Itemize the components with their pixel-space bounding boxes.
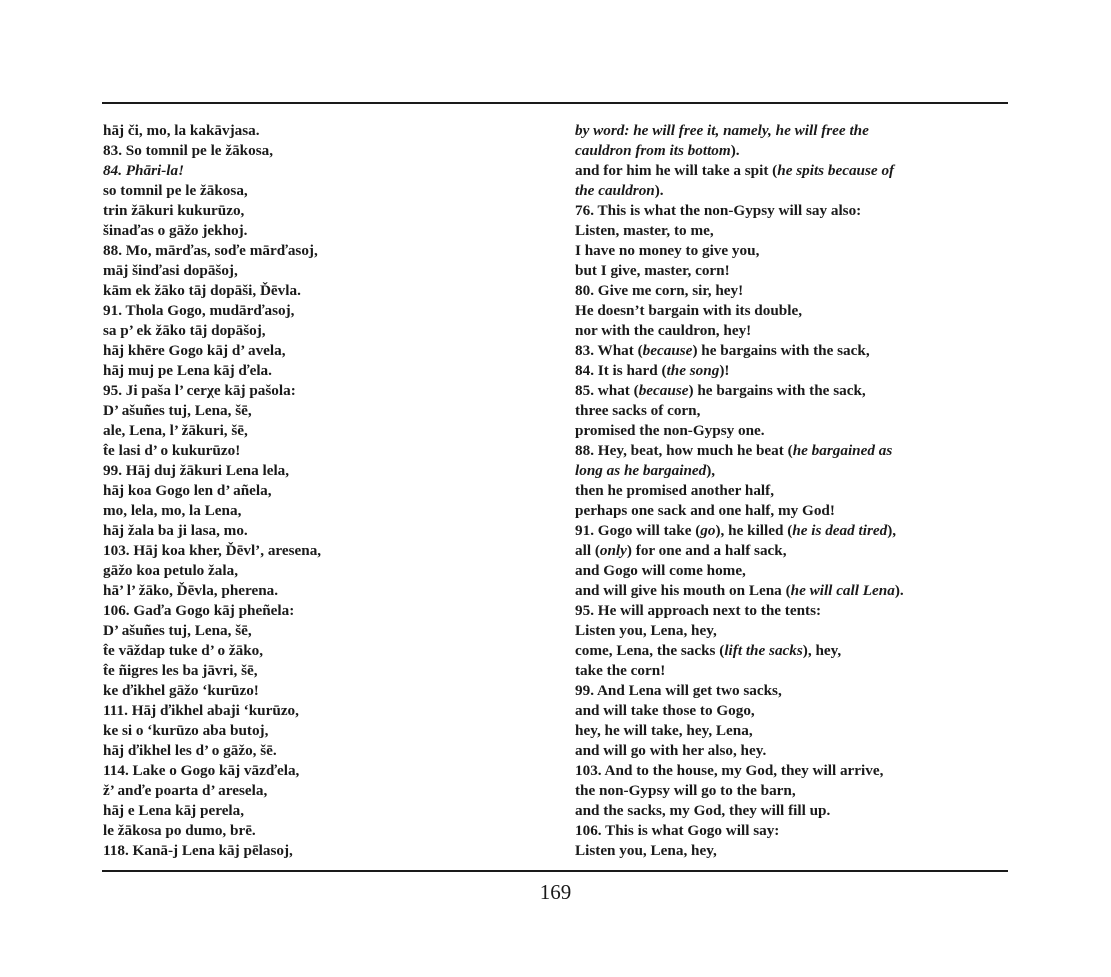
text-segment: ), hey, (802, 642, 842, 659)
text-line (575, 681, 995, 701)
text-segment: 103. And to the house, my God, they will arrive, (575, 762, 884, 779)
text-segment: 103. Hāj koa kher, Ďēvl’, aresena, (103, 542, 322, 559)
text-segment: t̂e ñigres les ba jāvri, šē, (103, 662, 258, 679)
italic-segment: 84. Phāri-la! (103, 162, 185, 179)
text-line (103, 721, 543, 741)
text-line (575, 661, 995, 681)
text-segment: ) he bargains with the sack, (688, 382, 866, 399)
romani-text-column (103, 121, 543, 861)
text-line (103, 561, 543, 581)
text-segment: ). (894, 582, 904, 599)
text-segment: hāj či, mo, la kakāvjasa. (103, 122, 260, 139)
text-segment: 95. He will approach next to the tents: (575, 602, 822, 619)
text-segment: 88. Mo, mārďas, soďe mārďasoj, (103, 242, 318, 259)
text-segment: hāj khēre Gogo kāj d’ avela, (103, 342, 286, 359)
text-line (103, 821, 543, 841)
text-segment: take the corn! (575, 662, 666, 679)
text-segment: and will give his mouth on Lena ( (575, 582, 791, 599)
text-line (575, 221, 995, 241)
text-line (575, 121, 995, 141)
text-segment: hāj koa Gogo len d’ añela, (103, 482, 272, 499)
text-line (103, 681, 543, 701)
text-segment: māj šinďasi dopāšoj, (103, 262, 238, 279)
english-translation-column (575, 121, 995, 861)
text-line (575, 381, 995, 401)
text-segment: 99. Hāj duj žākuri Lena lela, (103, 462, 290, 479)
text-segment: 106. This is what Gogo will say: (575, 822, 780, 839)
text-segment: hāj ďikhel les d’ o gāžo, šē. (103, 742, 277, 759)
text-line (103, 141, 543, 161)
italic-segment: because (638, 382, 689, 399)
text-segment: Listen you, Lena, hey, (575, 622, 717, 639)
text-segment: ke ďikhel gāžo ‘kurūzo! (103, 682, 259, 699)
text-line (575, 281, 995, 301)
text-line (575, 761, 995, 781)
text-segment: le žākosa po dumo, brē. (103, 822, 256, 839)
text-line (103, 241, 543, 261)
text-segment: and the sacks, my God, they will fill up. (575, 802, 831, 819)
italic-segment: lift the sacks (724, 642, 803, 659)
text-line (103, 461, 543, 481)
text-line (575, 361, 995, 381)
text-line (575, 821, 995, 841)
text-line (103, 641, 543, 661)
text-line (103, 581, 543, 601)
text-line (575, 401, 995, 421)
text-line (103, 261, 543, 281)
text-line (103, 181, 543, 201)
text-segment: gāžo koa petulo žala, (103, 562, 238, 579)
text-line (575, 261, 995, 281)
text-line (575, 741, 995, 761)
italic-segment: he is dead tired (792, 522, 888, 539)
text-line (575, 701, 995, 721)
italic-segment: the song (666, 362, 720, 379)
text-segment: hey, he will take, hey, Lena, (575, 722, 753, 739)
text-line (575, 201, 995, 221)
text-segment: 99. And Lena will get two sacks, (575, 682, 782, 699)
italic-segment: he bargained as (792, 442, 893, 459)
text-segment: and Gogo will come home, (575, 562, 746, 579)
text-segment: Listen you, Lena, hey, (575, 842, 717, 859)
text-segment: ž’ anďe poarta d’ aresela, (103, 782, 268, 799)
text-line (575, 501, 995, 521)
text-line (103, 421, 543, 441)
text-segment: ), (706, 462, 716, 479)
text-line (103, 161, 543, 181)
text-line (575, 801, 995, 821)
text-segment: trin žākuri kukurūzo, (103, 202, 245, 219)
text-line (103, 341, 543, 361)
text-segment: 84. It is hard ( (575, 362, 667, 379)
text-line (575, 301, 995, 321)
text-segment: mo, lela, mo, la Lena, (103, 502, 242, 519)
text-line (575, 561, 995, 581)
text-line (103, 781, 543, 801)
text-line (103, 201, 543, 221)
text-segment: 88. Hey, beat, how much he beat ( (575, 442, 793, 459)
top-rule (102, 102, 1008, 104)
text-segment: perhaps one sack and one half, my God! (575, 502, 835, 519)
text-line (103, 501, 543, 521)
text-segment: then he promised another half, (575, 482, 775, 499)
italic-segment: by word: he will free it, namely, he will free the (575, 122, 869, 139)
text-line (103, 321, 543, 341)
text-segment: t̂e lasi d’ o kukurūzo! (103, 442, 241, 459)
text-line (103, 761, 543, 781)
text-segment: 85. what ( (575, 382, 639, 399)
italic-segment: he spits because of (777, 162, 895, 179)
text-segment: ke si o ‘kurūzo aba butoj, (103, 722, 269, 739)
text-segment: 118. Kanā-j Lena kāj pēlasoj, (103, 842, 293, 859)
text-line (575, 601, 995, 621)
text-segment: ale, Lena, l’ žākuri, šē, (103, 422, 248, 439)
italic-segment: because (642, 342, 693, 359)
text-line (103, 381, 543, 401)
text-line (103, 301, 543, 321)
text-segment: all ( (575, 542, 600, 559)
text-segment: 114. Lake o Gogo kāj vāzďela, (103, 762, 300, 779)
text-segment: sa p’ ek žāko tāj dopāšoj, (103, 322, 266, 339)
text-segment: 80. Give me corn, sir, hey! (575, 282, 744, 299)
text-line (103, 361, 543, 381)
text-segment: )! (719, 362, 730, 379)
text-line (103, 601, 543, 621)
text-line (575, 841, 995, 861)
text-line (103, 281, 543, 301)
text-segment: 91. Thola Gogo, mudārďasoj, (103, 302, 295, 319)
text-line (103, 701, 543, 721)
text-segment: 95. Ji paša l’ cerχe kāj pašola: (103, 382, 296, 399)
text-line (103, 801, 543, 821)
text-segment: ), (887, 522, 897, 539)
italic-segment: cauldron from its bottom (575, 142, 731, 159)
text-segment: ) for one and a half sack, (626, 542, 787, 559)
text-segment: hāj muj pe Lena kāj ďela. (103, 362, 272, 379)
page-number: 169 (539, 880, 572, 904)
text-line (575, 581, 995, 601)
text-line (103, 661, 543, 681)
text-line (103, 841, 543, 861)
text-line (575, 541, 995, 561)
text-line (103, 541, 543, 561)
text-line (103, 221, 543, 241)
text-line (575, 721, 995, 741)
text-segment: ) he bargains with the sack, (692, 342, 870, 359)
italic-segment: go (700, 522, 716, 539)
italic-segment: he will call Lena (790, 582, 895, 599)
text-segment: but I give, master, corn! (575, 262, 730, 279)
text-segment: kām ek žāko tāj dopāši, Ďēvla. (103, 282, 301, 299)
text-segment: hā’ l’ žāko, Ďēvla, pherena. (103, 582, 279, 599)
italic-segment: only (599, 542, 627, 559)
text-line (103, 441, 543, 461)
text-segment: 76. This is what the non-Gypsy will say also: (575, 202, 862, 219)
text-line (575, 621, 995, 641)
text-line (575, 241, 995, 261)
text-segment: ). (730, 142, 740, 159)
text-line (103, 621, 543, 641)
italic-segment: the cauldron (575, 182, 655, 199)
text-line (575, 781, 995, 801)
text-segment: 83. So tomnil pe le žākosa, (103, 142, 274, 159)
text-line (103, 121, 543, 141)
text-line (575, 181, 995, 201)
text-line (575, 461, 995, 481)
text-segment: and will go with her also, hey. (575, 742, 767, 759)
text-line (575, 441, 995, 461)
text-line (575, 141, 995, 161)
text-segment: 83. What ( (575, 342, 643, 359)
text-segment: come, Lena, the sacks ( (575, 642, 725, 659)
text-segment: so tomnil pe le žākosa, (103, 182, 248, 199)
text-segment: three sacks of corn, (575, 402, 701, 419)
bottom-rule (102, 870, 1008, 872)
text-segment: I have no money to give you, (575, 242, 760, 259)
italic-segment: long as he bargained (575, 462, 707, 479)
text-segment: 111. Hāj ďikhel abaji ‘kurūzo, (103, 702, 299, 719)
text-segment: ), he killed ( (715, 522, 793, 539)
text-segment: 91. Gogo will take ( (575, 522, 701, 539)
text-line (575, 421, 995, 441)
text-segment: 106. Gaďa Gogo kāj pheñela: (103, 602, 295, 619)
text-segment: He doesn’t bargain with its double, (575, 302, 802, 319)
text-line (103, 741, 543, 761)
text-segment: nor with the cauldron, hey! (575, 322, 752, 339)
text-segment: hāj žala ba ji lasa, mo. (103, 522, 248, 539)
text-segment: šinaďas o gāžo jekhoj. (103, 222, 248, 239)
text-segment: D’ ašuñes tuj, Lena, šē, (103, 402, 252, 419)
text-segment: the non-Gypsy will go to the barn, (575, 782, 796, 799)
text-line (575, 341, 995, 361)
text-segment: promised the non-Gypsy one. (575, 422, 765, 439)
text-segment: ). (654, 182, 664, 199)
text-segment: D’ ašuñes tuj, Lena, šē, (103, 622, 252, 639)
text-segment: Listen, master, to me, (575, 222, 714, 239)
text-line (575, 161, 995, 181)
text-line (575, 521, 995, 541)
text-segment: and will take those to Gogo, (575, 702, 755, 719)
text-line (103, 401, 543, 421)
text-line (575, 321, 995, 341)
text-segment: and for him he will take a spit ( (575, 162, 778, 179)
text-line (103, 481, 543, 501)
text-segment: hāj e Lena kāj perela, (103, 802, 245, 819)
text-segment: t̂e vāždap tuke d’ o žāko, (103, 642, 264, 659)
text-line (103, 521, 543, 541)
text-line (575, 641, 995, 661)
text-line (575, 481, 995, 501)
